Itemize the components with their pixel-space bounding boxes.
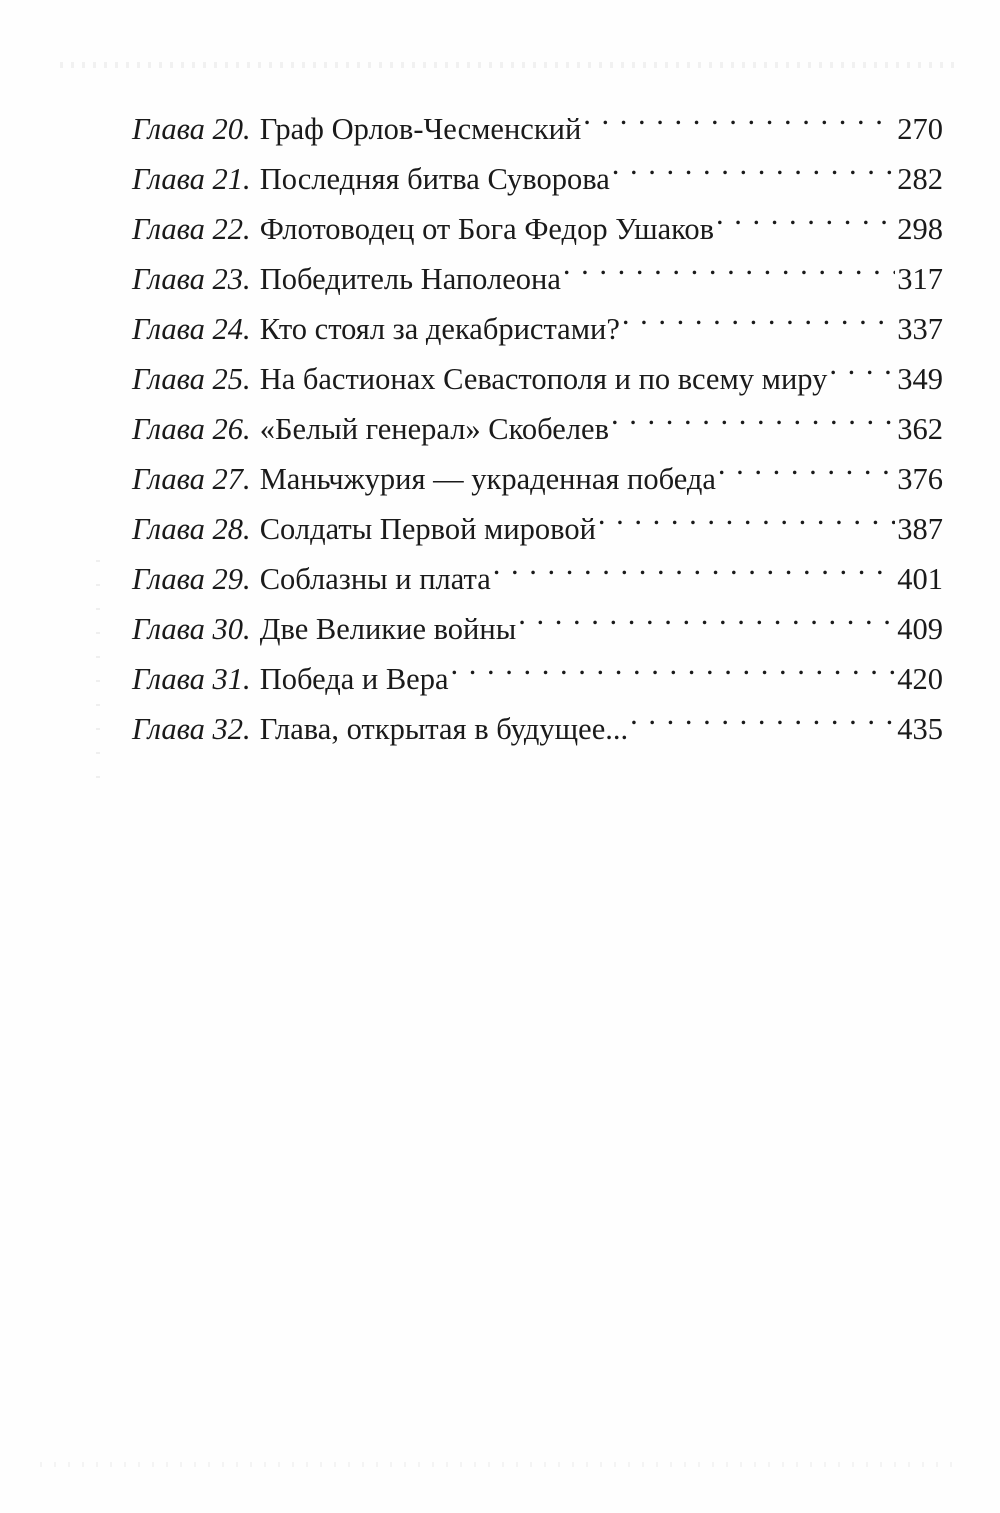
- dot-leader: [449, 639, 896, 689]
- chapter-title: «Белый генерал» Скобелев: [259, 412, 609, 446]
- chapter-label: Глава 23.: [132, 262, 251, 296]
- chapter-label: Глава 30.: [132, 612, 251, 646]
- page-number: 387: [897, 512, 943, 546]
- chapter-label: Глава 22.: [132, 212, 251, 246]
- chapter-title: На бастионах Севастополя и по всему миру: [259, 362, 828, 396]
- page-number: 270: [897, 112, 943, 146]
- dot-leader: [581, 89, 895, 139]
- chapter-title: Победа и Вера: [259, 662, 449, 696]
- page-number: 282: [897, 162, 943, 196]
- dot-leader: [491, 539, 895, 589]
- chapter-title: Маньчжурия — украденная победа: [259, 462, 716, 496]
- page-number: 298: [897, 212, 943, 246]
- chapter-title: Флотоводец от Бога Федор Ушаков: [259, 212, 715, 246]
- dot-leader: [827, 339, 895, 389]
- chapter-label: Глава 29.: [132, 562, 251, 596]
- scan-artifact-left: [96, 560, 100, 780]
- chapter-title: Глава, открытая в будущее...: [259, 712, 629, 746]
- dot-leader: [714, 189, 895, 239]
- chapter-title: Соблазны и плата: [259, 562, 491, 596]
- dot-leader: [596, 489, 895, 539]
- dot-leader: [561, 239, 895, 289]
- dot-leader: [716, 439, 895, 489]
- page-number: 420: [897, 662, 943, 696]
- chapter-title: Солдаты Первой мировой: [259, 512, 596, 546]
- chapter-label: Глава 27.: [132, 462, 251, 496]
- chapter-label: Глава 25.: [132, 362, 251, 396]
- dot-leader: [620, 289, 895, 339]
- chapter-label: Глава 20.: [132, 112, 251, 146]
- chapter-title: Последняя битва Суворова: [259, 162, 610, 196]
- page-number: 401: [897, 562, 943, 596]
- page-number: 362: [897, 412, 943, 446]
- scan-artifact-bottom: [40, 1462, 960, 1467]
- page-number: 337: [897, 312, 943, 346]
- scan-artifact-top: [60, 62, 960, 68]
- dot-leader: [516, 589, 895, 639]
- page-number: 349: [897, 362, 943, 396]
- chapter-title: Кто стоял за декабристами?: [259, 312, 620, 346]
- chapter-label: Глава 28.: [132, 512, 251, 546]
- chapter-title: Граф Орлов-Чесменский: [259, 112, 582, 146]
- toc-entry-20: [132, 89, 943, 146]
- dot-leader: [609, 389, 895, 439]
- table-of-contents: [132, 89, 943, 746]
- chapter-label: Глава 26.: [132, 412, 251, 446]
- page-number: 435: [897, 712, 943, 746]
- chapter-title: Победитель Наполеона: [259, 262, 561, 296]
- dot-leader: [610, 139, 895, 189]
- page-number: 317: [897, 262, 943, 296]
- page-number: 376: [897, 462, 943, 496]
- chapter-label: Глава 24.: [132, 312, 251, 346]
- page-number: 409: [897, 612, 943, 646]
- chapter-label: Глава 21.: [132, 162, 251, 196]
- chapter-label: Глава 32.: [132, 712, 251, 746]
- chapter-label: Глава 31.: [132, 662, 251, 696]
- chapter-title: Две Великие войны: [259, 612, 517, 646]
- dot-leader: [628, 689, 895, 739]
